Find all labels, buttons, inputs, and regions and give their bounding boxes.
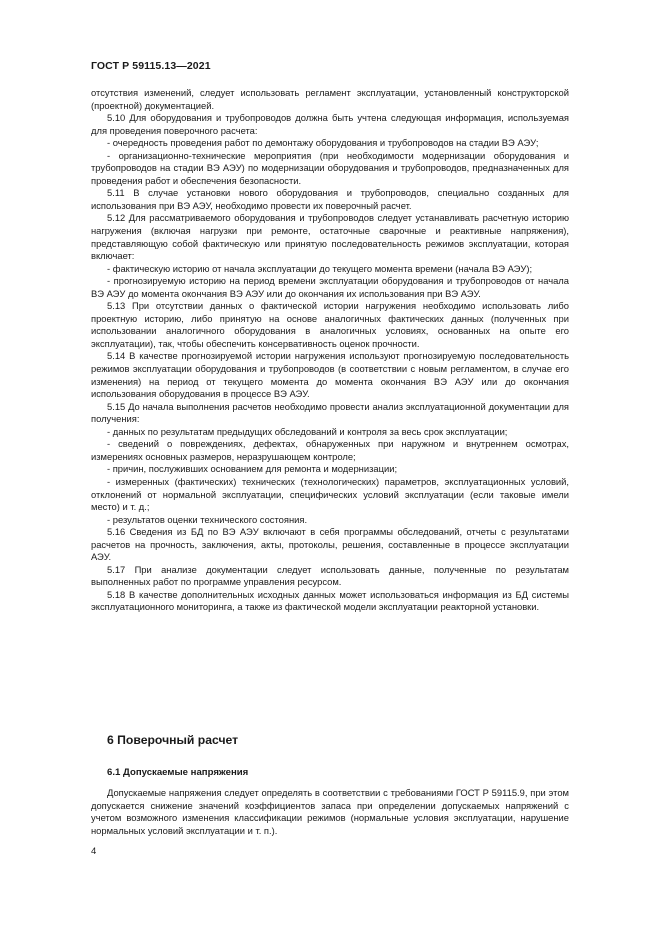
paragraph: 5.15 До начала выполнения расчетов необходимо провести анализ эксплуатационной документации для получения:: [91, 400, 569, 425]
document-header: ГОСТ Р 59115.13—2021: [91, 60, 211, 72]
section-6-body: [91, 787, 569, 837]
page-number: 4: [91, 846, 97, 857]
paragraph: - причин, послуживших основанием для ремонта и модернизации;: [107, 463, 398, 475]
paragraph: - организационно-технические мероприятия (при необходимости модернизации оборудования и трубопроводов на стадии ВЭ АЭУ) по модернизации оборудования и трубопроводов, предназначенных для проведения работ и обеспечения безопасности.: [91, 149, 569, 186]
paragraph: 5.17 При анализе документации следует использовать данные, полученные по результатам выполненных работ по программе управления ресурсом.: [91, 563, 569, 588]
paragraph: - прогнозируемую историю на период времени эксплуатации оборудования и трубопроводов от начала ВЭ АЭУ до момента окончания ВЭ АЭУ или до окончания их использования при ВЭ АЭУ.: [91, 275, 569, 299]
section-5-body: [91, 87, 569, 614]
paragraph: 5.12 Для рассматриваемого оборудования и трубопроводов следует устанавливать расчетную историю нагружения (включая нагрузки при ремонте, остаточные сварочные и реактивные напряжения), представляющую собой фактическую или принятую последовательность режимов эксплуатации, которая включает:: [91, 212, 569, 262]
paragraph: 5.11 В случае установки нового оборудования и трубопроводов, специально созданных для использования при ВЭ АЭУ, необходимо провести их поверочный расчет.: [91, 187, 569, 211]
paragraph: 5.13 При отсутствии данных о фактической истории нагружения необходимо использовать либо проектную историю, либо принятую на основе аналогичных фактических данных (полученных при использовании аналогичного оборудования в аналогичных условиях, основанных на опыте его эксплуатации), так, чтобы обеспечить консервативность оценок прочности.: [91, 300, 569, 349]
paragraph: - сведений о повреждениях, дефектах, обнаруженных при наружном и внутреннем осмотрах, измерениях основных размеров, неразрушающем контроле;: [91, 438, 569, 462]
paragraph: отсутствия изменений, следует использовать регламент эксплуатации, установленный конструкторской (проектной) документацией.: [91, 87, 569, 111]
paragraph: 5.18 В качестве дополнительных исходных данных может использоваться информация из БД системы эксплуатационного мониторинга, а также из фактической модели эксплуатации реакторной установки.: [91, 588, 569, 613]
paragraph: - результатов оценки технического состояния.: [107, 513, 308, 525]
paragraph: - очередность проведения работ по демонтажу оборудования и трубопроводов на стадии ВЭ АЭУ;: [107, 137, 539, 149]
paragraph: 5.10 Для оборудования и трубопроводов должна быть учтена следующая информация, используемая для проведения поверочного расчета:: [91, 112, 569, 136]
paragraph: Допускаемые напряжения следует определять в соответствии с требованиями ГОСТ Р 59115.9, при этом допускается снижение значений коэффициентов запаса при определении допускаемых напряжений с учетом возможного изменения классификации режимов (нормальные условия эксплуатации, нарушение нормальных условий эксплуатации и т. п.).: [91, 787, 569, 836]
paragraph: - фактическую историю от начала эксплуатации до текущего момента времени (начала ВЭ АЭУ);: [107, 262, 533, 274]
paragraph: 5.16 Сведения из БД по ВЭ АЭУ включают в себя программы обследований, отчеты с результатами расчетов на прочность, заключения, акты, протоколы, решения, составленные в процессе эксплуатации АЭУ.: [91, 526, 569, 563]
paragraph: - данных по результатам предыдущих обследований и контроля за весь срок эксплуатации;: [107, 425, 508, 437]
section-title: 6 Поверочный расчет: [107, 733, 239, 747]
subsection-title: 6.1 Допускаемые напряжения: [107, 767, 249, 778]
paragraph: - измеренных (фактических) технических (технологических) параметров, эксплуатационных условий, отклонений от нормальной эксплуатации, специфических условий эксплуатации (если таковые имели место) и т. д.;: [91, 475, 569, 513]
paragraph: 5.14 В качестве прогнозируемой истории нагружения используют прогнозируемую последовательность режимов эксплуатации оборудования и трубопроводов (в соответствии с новым регламентом, в случае его изменения) на период от текущего момента до момента окончания ВЭ АЭУ или до окончания использования оборудования в процессе ВЭ АЭУ.: [91, 350, 569, 400]
